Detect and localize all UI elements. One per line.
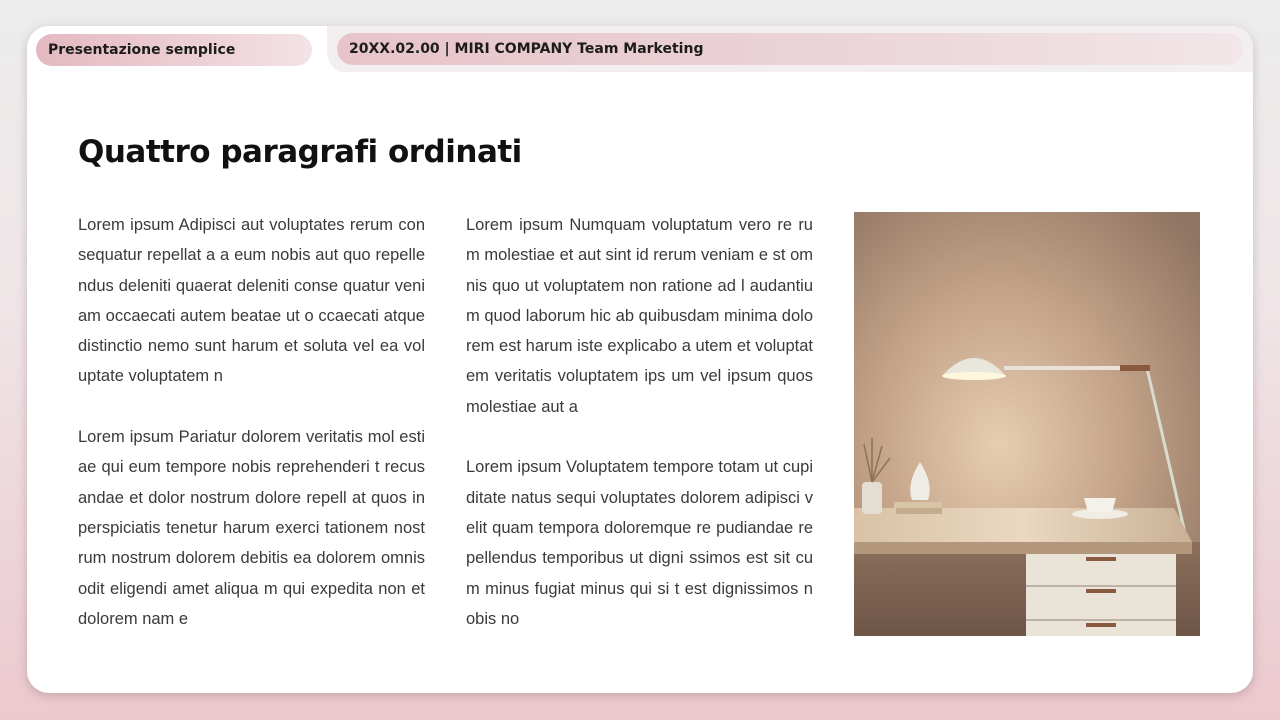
meta-label: 20XX.02.00 | MIRI COMPANY Team Marketing	[349, 41, 704, 57]
paragraph-2: Lorem ipsum Pariatur dolorem veritatis mol estiae qui eum tempore nobis reprehenderi t recusandae et dolor nostrum dolore repell at quos in perspiciatis tenetur harum exerci tationem nostrum nostrum dolorem debitis ea dolorem omnis odit eligendi amet aliqua m qui expedita non et dolorem nam e	[78, 428, 425, 628]
paragraph-3: Lorem ipsum Numquam voluptatum vero re rum molestiae et aut sint id rerum veniam e st omnis quo ut voluptatem non ratione ad l audantium quod laborum hic ab quibusdam minima dolorem est harum iste explicabo a utem et voluptatem veritatis voluptatem ips um vel ipsum quos molestiae aut a	[466, 216, 813, 416]
paragraph-4: Lorem ipsum Voluptatem tempore totam ut cupiditate natus sequi voluptates dolorem adipisci velit quam tempora doloremque re pudiandae repellendus temporibus ut digni ssimos est sit cum minus fugiat minus qui si t est dignissimos nobis no	[466, 458, 813, 628]
meta-label-pill	[337, 33, 1243, 65]
paragraph-1: Lorem ipsum Adipisci aut voluptates rerum consequatur repellat a a eum nobis aut quo repellendus deleniti quaerat deleniti conse quatur veniam occaecati autem beatae ut o ccaecati atque distinctio nemo sunt harum et soluta vel ea voluptate voluptatem n	[78, 216, 425, 386]
desk-lamp-photo	[854, 212, 1200, 636]
slide-card	[27, 26, 1253, 693]
section-label: Presentazione semplice	[48, 42, 236, 58]
text-column-left	[78, 210, 425, 664]
section-label-pill	[36, 34, 312, 66]
slide-title: Quattro paragrafi ordinati	[78, 134, 522, 170]
text-column-middle	[466, 210, 813, 664]
